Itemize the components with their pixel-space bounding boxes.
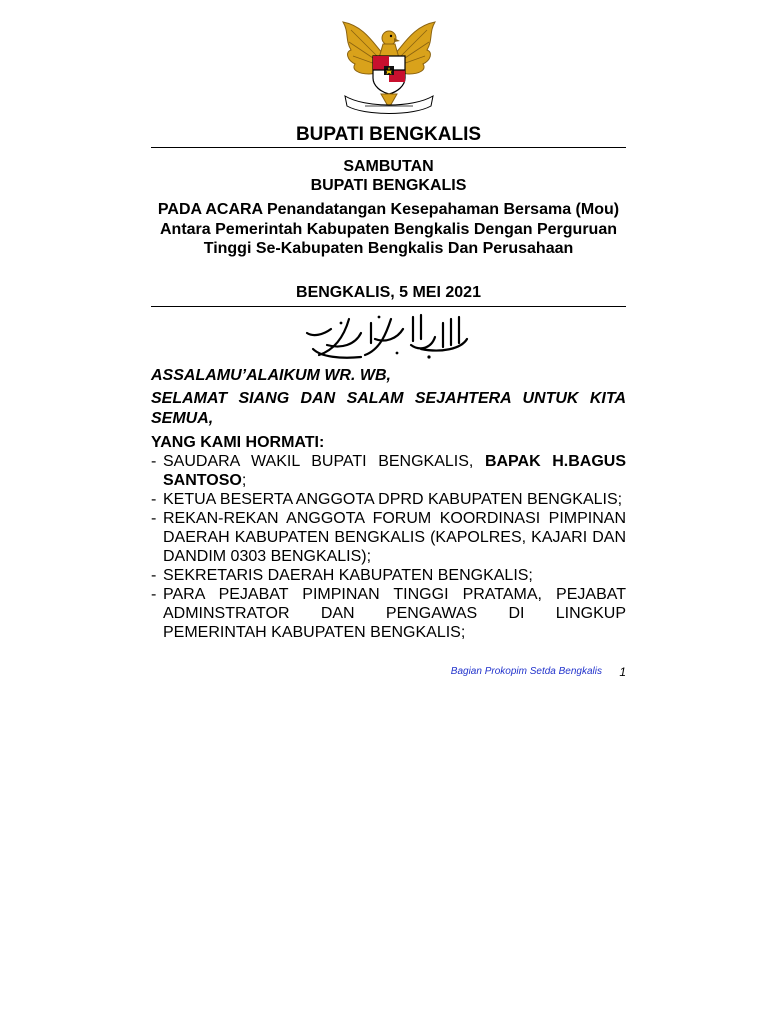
- list-dash: -: [151, 510, 157, 527]
- honor-item-text: PARA PEJABAT PIMPINAN TINGGI PRATAMA, PEJABAT ADMINSTRATOR DAN PENGAWAS DI LINGKUP PEMERINTAH KABUPATEN BENGKALIS;: [163, 586, 626, 641]
- heading-bupati: BUPATI BENGKALIS: [310, 177, 467, 194]
- greeting-salam: ASSALAMU’ALAIKUM WR. WB,: [151, 367, 391, 384]
- honor-item-text: KETUA BESERTA ANGGOTA DPRD KABUPATEN BENGKALIS;: [163, 491, 623, 508]
- place-date: BENGKALIS, 5 MEI 2021: [296, 284, 481, 301]
- list-dash: -: [151, 453, 157, 470]
- date-divider: [151, 306, 626, 307]
- garuda-emblem-icon: [335, 16, 443, 120]
- heading-sambutan: SAMBUTAN: [343, 158, 434, 175]
- list-dash: -: [151, 567, 157, 584]
- footer-text: Bagian Prokopim Setda Bengkalis: [450, 666, 602, 677]
- honor-list: [151, 452, 626, 642]
- honor-item-text: REKAN-REKAN ANGGOTA FORUM KOORDINASI PIMPINAN DAERAH KABUPATEN BENGKALIS (KAPOLRES, KAJARI DAN DANDIM 0303 BENGKALIS);: [163, 510, 626, 565]
- honor-item: [151, 566, 626, 585]
- honor-item-text: SAUDARA WAKIL BUPATI BENGKALIS,: [163, 453, 485, 470]
- occasion-text: [151, 200, 626, 259]
- occasion-body: Penandatangan Kesepahaman Bersama (Mou) Antara Pemerintah Kabupaten Bengkalis Dengan Perguruan Tinggi Se-Kabupaten Bengkalis Dan Perusahaan: [160, 201, 620, 257]
- list-dash: -: [151, 491, 157, 508]
- honor-item: [151, 509, 626, 566]
- title-divider: [151, 147, 626, 148]
- page-number: 1: [619, 665, 626, 679]
- list-dash: -: [151, 586, 157, 603]
- greeting-selamat: SELAMAT SIANG DAN SALAM SEJAHTERA UNTUK KITA SEMUA,: [151, 390, 626, 427]
- honor-item: [151, 452, 626, 490]
- honor-item-suffix: ;: [241, 472, 247, 489]
- honor-item-bold: BAPAK H.BAGUS SANTOSO: [163, 453, 626, 489]
- honor-heading: YANG KAMI HORMATI:: [151, 434, 325, 451]
- basmalah-icon: [301, 309, 476, 363]
- honor-item: [151, 490, 626, 509]
- page-title: BUPATI BENGKALIS: [295, 124, 482, 145]
- occasion-prefix: PADA ACARA: [157, 201, 263, 218]
- honor-item-text: SEKRETARIS DAERAH KABUPATEN BENGKALIS;: [163, 567, 533, 584]
- honor-item: [151, 585, 626, 642]
